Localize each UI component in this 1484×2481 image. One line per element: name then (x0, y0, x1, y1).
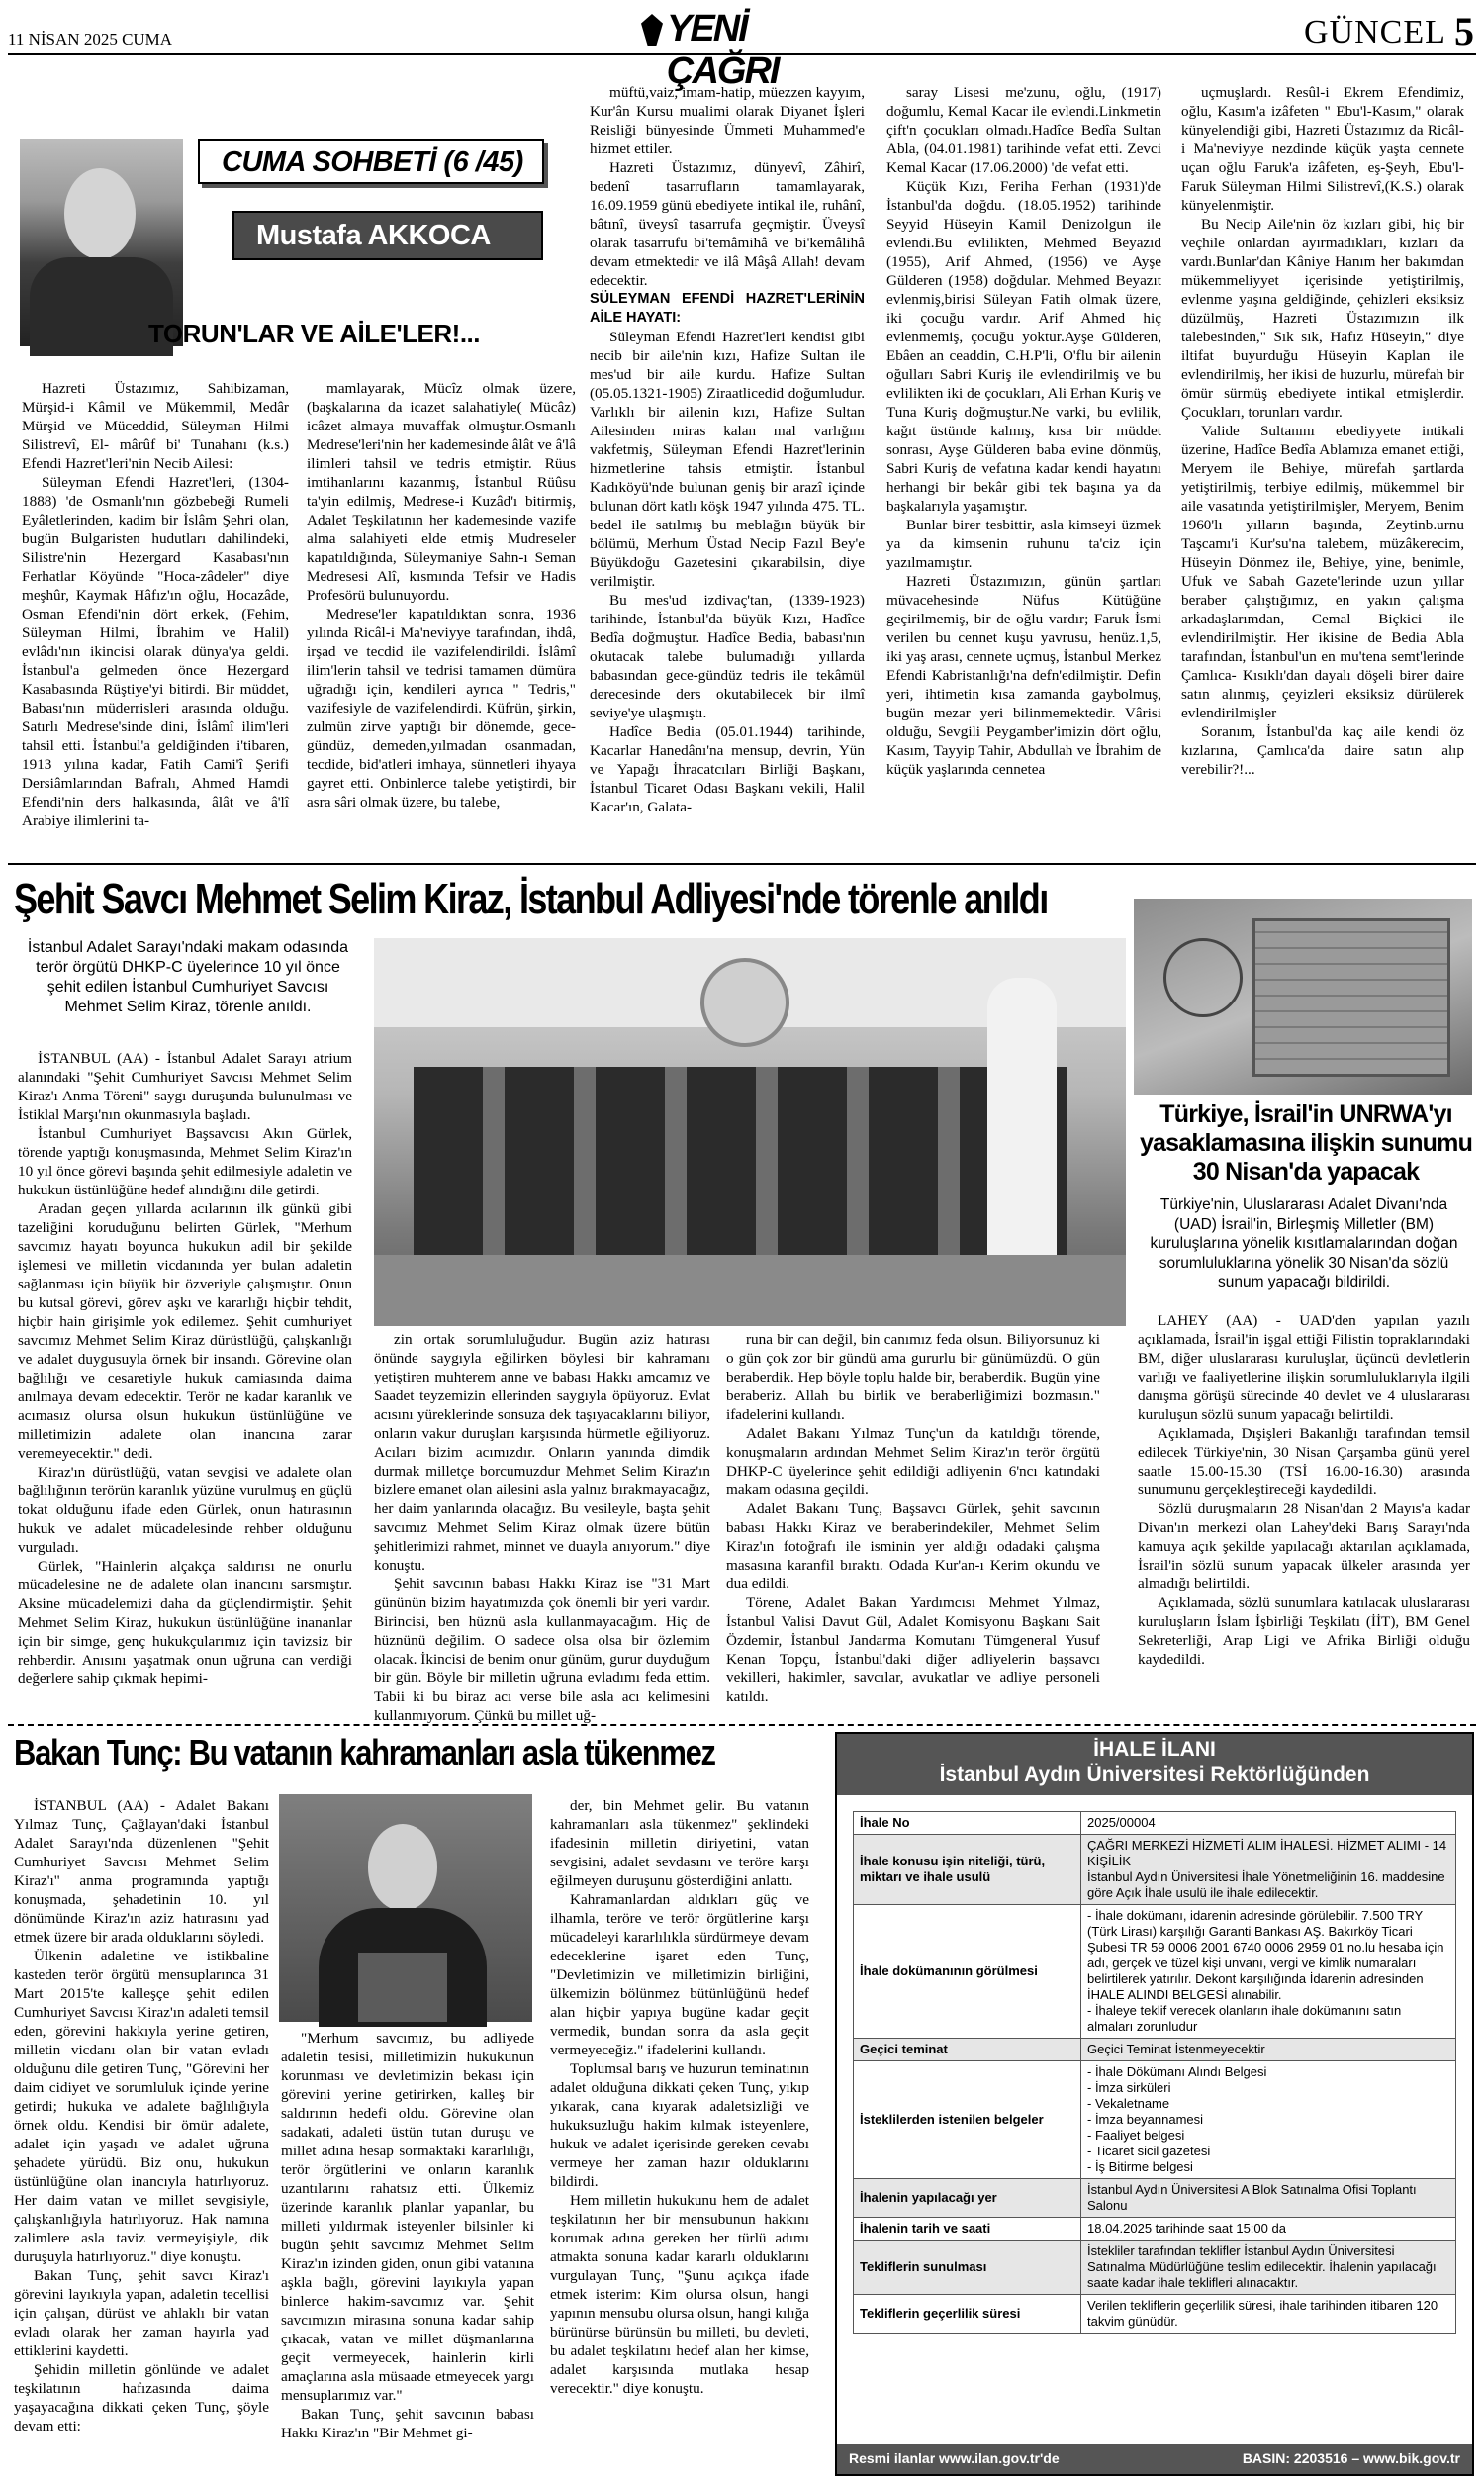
seal-icon (700, 958, 789, 1047)
tender-row-label: Geçici teminat (854, 2039, 1081, 2061)
divider (8, 863, 1476, 865)
tender-table (853, 1811, 1456, 2334)
tender-header (837, 1734, 1472, 1795)
tender-row-label: Tekliflerin geçerlilik süresi (854, 2295, 1081, 2334)
tender-value-line: İstekliler tarafından teklifler İstanbul Aydın Üniversitesi Satınalma Müdürlüğüne teslim edilecektir. İhalenin yapılacağı saate kadar ihale teklifleri alınacaktır. (1087, 2243, 1437, 2290)
tunc-headline: Bakan Tunç: Bu vatanın kahramanları asla tükenmez (14, 1732, 715, 1772)
tender-row (854, 1905, 1456, 2039)
tender-row-value (1081, 2061, 1456, 2179)
section-name: GÜNCEL (1304, 14, 1446, 50)
tunc-text-1: İSTANBUL (AA) - Adalet Bakanı Yılmaz Tunç, Çağlayan'daki İstanbul Adalet Sarayı'nda düzenlenen "Şehit Cumhuriyet Savcısı Mehmet Selim Kiraz'ı" anma programında yaptığı konuşmada, şehadetinin 10. yıl dönümünde Kiraz'ın aziz hatırasını yad etmek üzere bir arada olduklarını söyledi. Ülkenin adaletine ve istikbaline kasteden terör örgütü mensuplarınca 31 Mart 2015'te kalleşçe şehit edilen Cumhuriyet Savcısı Kiraz'ın adaleti temsil eden, görevini hakkıyla yerine getiren, milletin vicdanı olan bir vatan evladı olduğunu dile getiren Tunç, "Görevini her daim cidiyet ve sorumluluk içinde yerine getirdi; hukuka ve adalete bağlılığıyla örnek oldu. Kendisi bir ömür adalete, adalet için yaşadı ve adalet uğruna şehadete yürüdü. Biz onu, hukukun üstünlüğüne olan inancıyla hatırlıyoruz. Her daim vatan ve millet sevgisiyle, çalışkanlığıyla hatırlıyoruz. Hak namına zalimlere asla taviz vermeyişiyle, dik duruşuyla hatırlıyoruz." diye konuştu. Bakan Tunç, şehit savcı Kiraz'ı görevini layıkıyla yapan, adaletin tecellisi için çalışan, dürüst ve ahlaklı bir vatan evladı olarak her zaman hayırla yad ettiklerini kaydetti. Şehidin milletin gönlünde ve adalet teşkilatının hafızasında daima yaşayacağına dikkati çeken Tunç, şöyle devam etti: (14, 1797, 269, 2434)
column-title: TORUN'LAR VE AİLE'LER!... (148, 319, 480, 348)
tender-value-line: 2025/00004 (1087, 1815, 1156, 1830)
column-text-5: uçmuşlardı. Resûl-i Ekrem Efendimiz, oğlu, Kasım'a izâfeten " Ebu'l-Kasım," olarak künyelendiği gibi, Hazreti Üstazımız da Ricâl-i Ma'neviyye nezdinde küçük yaşta cennete uçan oğlu Faruk'a izâfeten, eş-Şeyh, Ebu'l-Faruk Süleyman Hilmi Silistrevî,(K.S.) olarak künyelenmiştir. Bu Necip Aile'nin öz kızları gibi, hiç bir veçhile onlardan ayırmadıkları, kızları da vardı.Bunlar'dan Kâniye Hanım her bakımdan mükemmeliyyet içerisinde yetiştirilmiş, evlenme yaşına geldiğinde, çehizleri eksiksiz düzülmüş, Hazreti Üstazımızın ilk talebesinden," Sık sık, Hafız Hüseyin," diye iltifat buyurduğu Hüseyin Kaplan ile evlendirilmiş, her ikisi de huzurlu, mürefah bir ömür sürmüş ebediyete intikal etmişlerdir. Çocukları, torunları vardır. Valide Sultanını ebediyyete intikali üzerine, Hadîce Bedîa Ablamıza emanet ettiği, Meryem ile Behiye, mürefah şartlarda yetiştirilmiş, terbiye edilmiş, mükemmel bir aile vasatında yetiştirilmişler, Meryem, Benim 1960'lı yılların başında, Zeytinb.urnu Taşcamı'i Kur'su'na talebem, müzâkerecim, Hüseyin Dönmez ile, Behiye, yine, benimle, Ufuk ve Sabah Gazete'lerinde uzun yıllar beraber çalıştığımız, en yakın çalışma arkadaşlarımdan, Cemal Biçkici ile evlendirilmiştir. Her ikisine de Bedia Abla tarafından, İstanbul'un en mu'tena semt'lerinde Çamlıca- Kısıklı'dan dayalı döşeli birer daire satın alınmış, çeyizleri eksiksiz dürülerek evlendirilmişler Soranım, İstanbul'da kaç aile kendi öz kızlarına, Çamlıca'da daire satın alıp verebilir?!... (1181, 84, 1464, 778)
tender-value-line: 18.04.2025 tarihinde saat 15:00 da (1087, 2221, 1286, 2236)
logo-mark-icon (641, 14, 663, 46)
tunc-text-2: "Merhum savcımız, bu adliyede adaletin tesisi, milletimizin hukukunun korunması ve devletimizin bekası için görevini yerine getirirken, kalleş bir saldırının hedefi oldu. Görevine olan sadakati, adaleti üstün tutan duruşu ve millet adına hesap sormaktaki kararlılığı, terör örgütlerini ve onların karanlık uzantılarını rahatsız etti. Ülkemiz üzerinde karanlık planlar yapanlar, bu milleti yıldırmak isteyenler bilsinler ki bugün şehit savcımız Mehmet Selim Kiraz'ın izinden giden, onun gibi vatanına aşkla bağlı, görevini layıkıyla yapan binlerce hakim-savcımız var. Şehit savcımızın mirasına sonuna kadar sahip çıkacak, vatan ve millet düşmanlarına geçit vermeyecek, hainlerin kirli amaçlarına asla müsaade etmeyecek yargı mensuplarımız var." Bakan Tunç, şehit savcının babası Hakkı Kiraz'ın "Bir Mehmet gi- (281, 2030, 534, 2441)
header-date: 11 NİSAN 2025 CUMA (8, 30, 173, 48)
unrwa-lead: Türkiye'nin, Uluslararası Adalet Divanı'nda (UAD) İsrail'in, Birleşmiş Milletler (BM) kuruluşlarına yönelik kısıtlamalarından doğan sorumluluklarına yönelik 30 Nisan'da sözlü sunum yapacağı bildirildi. (1150, 1196, 1458, 1290)
tender-row (854, 1812, 1456, 1835)
tender-row (854, 2218, 1456, 2241)
page-header (8, 8, 1476, 92)
tender-table-wrap (853, 1811, 1456, 2334)
author-photo (20, 139, 183, 346)
minister-photo (279, 1794, 532, 2022)
page-number: 5 (1454, 9, 1474, 53)
author-face-icon (64, 168, 136, 259)
author-box (232, 211, 543, 260)
tender-issuer: İstanbul Aydın Üniversitesi Rektörlüğünden (939, 1764, 1370, 1786)
tender-row (854, 2295, 1456, 2334)
tender-footer-left: Resmi ilanlar www.ilan.gov.tr'de (849, 2450, 1060, 2466)
kiraz-lead: İstanbul Adalet Sarayı'ndaki makam odasında terör örgütü DHKP-C üyelerince 10 yıl önce şehit edilen İstanbul Cumhuriyet Savcısı Mehmet Selim Kiraz, törenle anıldı. (27, 939, 349, 1015)
tender-value-line: - İş Bitirme belgesi (1087, 2159, 1193, 2174)
tender-row-label: İhale konusu işin niteliği, türü, miktarı ve ihale usulü (854, 1835, 1081, 1905)
tender-row-value (1081, 2241, 1456, 2295)
tender-row-value (1081, 1905, 1456, 2039)
unrwa-text: LAHEY (AA) - UAD'den yapılan yazılı açıklamada, İsrail'in işgal ettiği Filistin topraklarındaki BM, diğer uluslararası kuruluşlar, üçüncü devletlerin varlığı ve faaliyetlerine ilişkin sorumluluklarıyla ilgili danışma görüşü sürecinde 40 devlet ve 4 uluslararası kuruluşun sözlü sunum yapacağı belirtildi. Açıklamada, Dışişleri Bakanlığı tarafından temsil edilecek Türkiye'nin, 30 Nisan Çarşamba günü yerel saatle 15.00-15.30 (TSİ 16.00-16.30) arasında sunumunu gerçekleştireceği kaydedildi. Sözlü duruşmaların 28 Nisan'dan 2 Mayıs'a kadar Divan'ın merkezi olan Lahey'deki Barış Sarayı'nda kamuya açık şekilde yapılacağı aktarılan açıklamada, İsrail'in sözlü sunum yapacak ülkeler arasında yer almadığı belirtildi. Açıklamada, sözlü sunumlara katılacak uluslararası kuruluşların İslam İşbirliği Teşkilatı (İİT), BM Genel Sekreterliği, Arap Ligi ve Afrika Birliği olduğu kaydedildi. (1138, 1312, 1470, 1668)
divider-dashed (8, 1724, 1476, 1726)
court-emblem-icon (1163, 938, 1243, 1017)
tender-row-label: İhale dokümanının görülmesi (854, 1905, 1081, 2039)
tender-value-line: - Faaliyet belgesi (1087, 2128, 1185, 2143)
tender-footer (837, 2444, 1472, 2474)
author-name: Mustafa AKKOCA (256, 220, 491, 251)
tender-row-value (1081, 2179, 1456, 2218)
tender-value-line: İstanbul Aydın Üniversitesi A Blok Satınalma Ofisi Toplantı Salonu (1087, 2182, 1417, 2213)
tender-value-line: - İmza beyannamesi (1087, 2112, 1204, 2127)
newspaper-logo (641, 8, 859, 92)
tender-row-value (1081, 2295, 1456, 2334)
tunc-text-3: der, bin Mehmet gelir. Bu vatanın kahramanları asla tükenmez" şeklindeki ifadesinin milletin diriyetini, vatan sevgisini, adalet sevdasını ve teröre karşı eğilmeyen duruşunu gösterdiğini anlattı. Kahramanlardan aldıkları güç ve ilhamla, teröre ve terör örgütlerine karşı mücadeleyi kararlılıkla sürdürmeye devam edeceklerine işaret eden Tunç, "Devletimizin ve milletimizin birliğini, ülkemizin bölünmez bütünlüğünü hedef alan hiçbir yapıya bugüne kadar geçit vermedik, bundan sonra da asla geçit vermeyeceğiz." ifadelerini kullandı. Toplumsal barış ve huzurun teminatının adalet olduğuna dikkati çeken Tunç, yıkıp yıkarak, cana kıyarak adaletsizliği ve hukuksuzluğu hakim kılmak isteyenlere, hukuk ve adalet içerisinde gereken cevabı vermeye her zaman hazır olduklarını bildirdi. Hem milletin hukukunu hem de adalet teşkilatının her bir mensubunun hakkını korumak adına gereken her türlü adımı atmakta sonuna kadar kararlı olduklarını vurgulayan Tunç, "Şunu açıkça ifade etmek isterim: Kim olursa olsun, hangi yapının mensubu olursa olsun, hangi kılığa bürünürse bürünsün bu milleti, bu devleti, bu adalet teşkilatını hedef alan her kimse, adalet karşısında mutlaka hesap verecektir." diye konuştu. (550, 1797, 809, 2397)
column-text-4: saray Lisesi me'zunu, oğlu, (1917) doğumlu, Kemal Kacar ile evlendi.Linkmetin çift'n çocukları olmadı.Hadîce Bedîa Sultan Abla, (04.01.1981) tarihinde vefat etti. Zevci Kemal Kacar (17.06.2000) 'de vefat etti. Küçük Kızı, Feriha Ferhan (1931)'de İstanbul'da doğdu. (18.05.1952) tarihinde Seyyid Hüseyin Kamil Denizolgun ile evlendi.Bu evlilikten, Mehmed Beyazıd (1955), Arif Ahmed, (1956) ve Ayşe Gülderen (1958) doğdular. Mehmed Beyazıt evlenmiş,birisi Süleyan Fatih olmak üzere, iki çocuğu vardır. Arif Ahmed hiç evlenmemiş, çocuğu yoktur.Ayşe Gülderen, Ebâen an ceaddin, C.H.P'li, O'flu bir ailenin oğulları Sabri Kuriş ile evlendirilmiş ve bu evlilikten iki de çocukları, Ali Erhan Kuriş ve Tuna Kuriş doğmuştur.Ne varki, bu evlilik, kağıt üstünde kalmış, kısa bir müddet sonrası, Ayşe Gülderen baba evine dönmüş, Sabri Kuriş de vefatına kadar kendi hayatını herhangi bir bekâr gibi tek başına ya da başkalarıyla yaşamıştır. Bunlar birer tesbittir, asla kimseyi üzmek ya da kimsenin ruhunu ta'ciz için yazılmamıştır. Hazreti Üstazımızın, günün şartları müvacehesinde Nüfus Kütüğüne geçirilmemiş, bir de oğlu vardır; Faruk İsmi verilen bu cennet kuşu yavrusu, henüz.1,5, iki yaş arası, cennete uçmuş, İstanbul Merkez Efendi Kabristanlığı'na defn'edilmiştir. Defin yeri, ihtimetin kısa zamanda gaybolmuş, bugün mezar yeri bilinmemektedir. Vârisi olduğu, Sevgili Peygamber'imizin dört oğlu, Kasım, Tayyip Tahir, Abdullah ve İbrahim de küçük yaşlarında cennetea (886, 84, 1161, 778)
tender-row (854, 2241, 1456, 2295)
tender-value-line: - Vekaletname (1087, 2096, 1170, 2111)
column-text-3: müftü,vaiz, imam-hatip, müezzen kayyım, Kur'ân Kursu mualimi olarak Diyanet İşleri Reisliği bünyesinde Ümmeti Muhammed'e hizmet ettiler. Hazreti Üstazımız, dünyevî, Zâhirî, bedenî tasarrufların tamamlayarak, 16.09.1959 günü ebediyete intikal ile, ruhânî, bâtınî, üveysî tasarrufa geçmiştir. Üveysî olarak tasarrufu bi'temâmihâ ve bi'kemâlihâ devam etmektedir ve ilâ Mâşâ Allah! devam edecektir. SÜLEYMAN EFENDİ HAZRET'LERİNİN AİLE HAYATI: Süleyman Efendi Hazret'leri kendisi gibi necib bir aile'nin kızı, Hafize Sultan ile mes'ud bir aile kurdu. Hafize Sultan (05.05.1321-1905) Ziraatlicedid doğumludur. Varlıklı bir ailenin kızı, Hafize Sultan Ailesinden miras kalan mal varlığını vakfetmiş, Süleyman Efendi Hazret'lerinin hizmetlerine tahsis etmiştir. İstanbul Kadıköyü'nde bulunan geniş bir arazî içinde bulunan dört katlı köşk 1947 yılında 475. TL. bedel ile satılmış bu meblağın büyük bir bölümü, Merhum Üstad Necip Fazıl Bey'e Büyükdoğu Gazetesini çıkarabilsin, diye verilmiştir. Bu mes'ud izdivaç'tan, (1339-1923) tarihinde, İstanbul'da büyük Kızı, Hadîce Bedîa doğmuştur. Hadîce Bedia, babası'nın okutacak talebe bulumadığı yıllarda babasından gece-gündüz tedris ile tekâmül derecesinde ders okutabilecek bir ilmî seviye'ye ulaşmıştı. Hadîce Bedia (05.01.1944) tarihinde, Kacarlar Hanedânı'na mensup, devrin, Yün ve Yapağı İhracatcıları Birliği Başkanı, İstanbul Ticaret Odası Başkanı vekili, Halil Kacar'ın, Galata- (590, 84, 865, 815)
column-text-2: mamlayarak, Mücîz olmak üzere, (başkalarına da icazet salahatiyle( Mücâz) icâzet almaya muvaffak olmuştur.Osmanlı Medrese'leri'nin her kademesinde âlât ve â'lâ ilimleri tahsil ve tedris etmiştir. Rüus imtihanlarını kazanmış, İstanbul Rüûsu ta'yin edilmiş, Medrese-i Kuzâd'ı bitirmiş, Adalet Teşkilatının her kademesinde vazife alma salahiyeti elde etmiş Mudreseler kapatıldığında, Süleymaniye Sahn-ı Seman Medresesi Alî, kısmında Tefsir ve Hadis Profesörü bulunuyordu. Medrese'ler kapatıldıktan sonra, 1936 yılında Ricâl-i Ma'neviyye tarafından, ihdâ, irşad ve tecdid ile vazifelendirildi. İslâmî ilim'lerin tahsil ve tedrisi tamamen dümüra uğradığı için, kendileri ayrıca " Tedris," vazifesiyle de vazifelendirdi. Küfrün, şirkin, zulmün zirve yaptığı bir dönemde, gece-gündüz, demeden,yılmadan osanmadan, tecdide, bid'atleri imhaya, sünnetleri ihyaya gayret etti. Onbinlerce talebe yetiştirdi, bir asra sâri olmak üzere, bu talebe, (307, 380, 576, 811)
unrwa-headline: Türkiye, İsrail'in UNRWA'yı yasaklamasına ilişkin sunumu 30 Nisan'da yapacak (1139, 1100, 1473, 1186)
tender-row-value (1081, 1812, 1456, 1835)
tender-value-line: Geçici Teminat İstenmeyecektir (1087, 2042, 1265, 2056)
logo-text: YENİ ÇAĞRI (667, 8, 779, 92)
tender-value-line: - İhaleye teklif verecek olanların ihale dokümanını satın almaları zorunludur (1087, 2003, 1402, 2034)
ceremony-photo (374, 938, 1126, 1326)
tender-row-value (1081, 1835, 1456, 1905)
tender-value-line: ÇAĞRI MERKEZİ HİZMETİ ALIM İHALESİ. HİZMET ALIMI - 14 KİŞİLİK (1087, 1838, 1447, 1868)
tender-row-label: İsteklilerden istenilen belgeler (854, 2061, 1081, 2179)
tender-row-value (1081, 2039, 1456, 2061)
tender-value-line: İstanbul Aydın Üniversitesi İhale Yönetmeliğinin 16. maddesine göre Açık İhale usulü ile ihale edilecektir. (1087, 1869, 1445, 1900)
tender-row-label: İhale No (854, 1812, 1081, 1835)
kiraz-text-3: runa bir can değil, bin canımız feda olsun. Biliyorsunuz ki o gün çok zor bir gündü ama gururlu bir günümüzdü. O gün beraberdik. Hep böyle toplu halde bir, beraberdik. Bugün yine beraberiz. Allah bu birlik ve beraberliğimizi bozmasın." ifadelerini kullandı. Adalet Bakanı Yılmaz Tunç'un da katıldığı törende, konuşmaların ardından Mehmet Selim Kiraz'ın terör örgütü DHKP-C üyelerince şehit edildiği adliyenin 6'ncı katındaki makam odasına geçildi. Adalet Bakanı Tunç, Başsavcı Gürlek, şehit savcının babası Hakkı Kiraz ve beraberindekiler, Mehmet Selim Kiraz'ın fotoğrafı ile isminin yer aldığı odadaki çalışma masasına karanfil bıraktı. Odada Kur'an-ı Kerim okundu ve dua edildi. Törene, Adalet Bakan Yardımcısı Mehmet Yılmaz, İstanbul Valisi Davut Gül, Adalet Komisyonu Başkanı Sait Özdemir, İstanbul Jandarma Komutanı Tümgeneral Yusuf Kenan Topçu, İstanbul'daki diğer adliyelerin başsavcı vekilleri, hakimler, savcılar, avukatlar ve adliye personeli katıldı. (726, 1331, 1100, 1705)
tender-value-line: - İhale Dökümanı Alındı Belgesi (1087, 2064, 1267, 2079)
kiraz-headline: Şehit Savcı Mehmet Selim Kiraz, İstanbul Adliyesi'nde törenle anıldı (14, 875, 1048, 923)
column-text-1: Hazreti Üstazımız, Sahibizaman, Mürşid-i Kâmil ve Mükemmil, Medâr Mürşid ve Müceddid, Süleyman Hilmi Silistrevî, El- mârûf bi' Tunahanı (k.s.) Efendi Hazret'leri'nin Necib Ailesi: Süleyman Efendi Hazret'leri, (1304-1888) 'de Osmanlı'nın gözbebeği Rumeli Eyâletlerinden, kadim bir İslâm Şehri olan, bugün Bulgaristen hudutları dahilindeki, Silistre'nin Hezergard Kasabası'nın Ferhatlar Köyünde "Hoca-zâdeler" diye meşhûr, Kaymak Hâfız'ın oğlu, Hocazâde, Osman Efendi'nin dört erkek, (Fehim, Süleyman Hilmi, İbrahim ve Halil) evlâdı'nın ikincisi olarak dünya'ya geldi. İstanbul'a gelmeden önce Hezergard Kasabasında Rüştiye'yi bitirdi. Bir müddet, Babası'nın müderrisleri arasında olduğu. Satırlı Medrese'sinde dini, İslâmî ilim'leri tahsil etti. İstanbul'a geldiğinden i'tibaren, 1913 yılına kadar, Fatih Cami'î Şerifi Dersiâmlarından Bafralı, Ahmed Hamdi Efendi'nin ders halkasında, âlât ve â'lî Arabiye ilimlerini ta- (22, 380, 289, 829)
column-tag (198, 139, 544, 184)
tender-row-label: Tekliflerin sunulması (854, 2241, 1081, 2295)
tender-row (854, 2039, 1456, 2061)
tender-row-label: İhalenin tarih ve saati (854, 2218, 1081, 2241)
tender-notice (835, 1732, 1474, 2476)
tender-footer-right: BASIN: 2203516 – www.bik.gov.tr (1242, 2450, 1460, 2466)
court-photo (1134, 899, 1472, 1095)
tender-row (854, 1835, 1456, 1905)
kiraz-text-2: zin ortak sorumluluğudur. Bugün aziz hatırası önünde saygıyla eğilirken böylesi bir kahramanı yetiştiren muhterem anne ve babası Hakkı amcamız ve Saadet teyzemizin ellerinden saygıyla öpüyoruz. Evlat acısını yüreklerinde sonsuza dek taşıyacaklarını biliyor, onların vakur duruşları karşısında hürmetle eğiliyoruz. Acıları bizim acımızdır. Onların yanında dimdik durmak milletçe borcumuzdur Mehmet Selim Kiraz'ın bizlere emanet olan ailesini asla yalnız bırakmayacağız, her daim yanlarında olacağız. Bu vesileyle, başta şehit savcımız Mehmet Selim Kiraz olmak üzere bütün şehitlerimizi rahmet, minnet ve duayla anıyorum." diye konuştu. Şehit savcının babası Hakkı Kiraz ise "31 Mart gününün bizim hayatımızda çok önemli bir yeri vardır. Birincisi, ben hüznü asla kullanmayacağım. Hiç de hüznünü değilim. O sadece olsa olsa bir özlemim olacak. İkincisi de benim onur günüm, gurur duyduğum bir gün. Böyle bir milletin uğruna evladımı feda ettim. Tabii ki bu biraz acı verse bile asla acı kelimesini kullanmıyorum. Çünkü bu millet uğ- (374, 1331, 710, 1724)
tender-title: İHALE İLANI (1093, 1738, 1216, 1761)
kiraz-text-1: İSTANBUL (AA) - İstanbul Adalet Sarayı atrium alanındaki "Şehit Cumhuriyet Savcısı Mehmet Selim Kiraz'ı Anma Töreni" saygı duruşunda bulunulması ve İstiklal Marşı'nın okunmasıyla başladı. İstanbul Cumhuriyet Başsavcısı Akın Gürlek, törende yaptığı konuşmasında, Mehmet Selim Kiraz'ın 10 yıl önce görevi başında şehit edilmesiyle adaletin ve hukukun üstünlüğüne hedef alındığını dile getirdi. Aradan geçen yıllarda acılarının ilk günkü gibi tazeliğini koruduğunu belirten Gürlek, "Merhum savcımız hayatı boyunca hukukun adil bir şekilde işlemesi ve milletin vicdanında yer bulan adaletin sağlanması için büyük bir özveriyle çalışmıştır. Onun bu kutsal görevi, görev aşkı ve kararlığı hiçbir tehdit, hiçbir hain girişimle yok edilemez. Şehit cumhuriyet savcımız Mehmet Selim Kiraz dürüstlüğü, çalışkanlığı ve adalet duygusuyla örnek bir insandı. Görevine olan bağlılığı ve cesaretiyle hukuk camiasında daima anılmaya devam edecektir. Terör ne kadar karanlık ve acımasız olursa olsun hukukun üstünlüğüne ve milletimizin adalete olan inancına zarar veremeyecektir." dedi. Kiraz'ın dürüstlüğü, vatan sevgisi ve adalete olan bağlılığının terörün karanlık yüzüne vurulmuş en güçlü tokat olduğunu ifade eden Gürlek, onun hatırasının hukuk ve adalet mücadelesinde rehber olduğunu vurguladı. Gürlek, "Hainlerin alçakça saldırısı ne onurlu mücadelesine ne de adalete olan inancını sarsmıştır. Aksine mücadelemizi daha da güçlendirmiştir. Şehit Mehmet Selim Kiraz, hukukun üstünlüğüne inananlar için bir simge, genç hukukçularımız için tavizsiz bir rehberdir. Anısını yaşatmak onun uğruna can verdiği değerlere sahip çıkmak hepimi- (18, 1050, 352, 1687)
tender-row-label: İhalenin yapılacağı yer (854, 2179, 1081, 2218)
tender-value-line: - İmza sirküleri (1087, 2080, 1171, 2095)
tender-row-value (1081, 2218, 1456, 2241)
tender-row (854, 2179, 1456, 2218)
tender-row (854, 2061, 1456, 2179)
column-tag-label: CUMA SOHBETİ (6 /45) (222, 146, 523, 178)
tender-value-line: - İhale dokümanı, idarenin adresinde görülebilir. 7.500 TRY (Türk Lirası) karşılığı Garanti Bankası AŞ. Bakırköy Ticari Şubesi TR 59 0006 2001 6740 0006 2959 01 no.lu hesaba için adı, gerçek ve tüzel kişi unvanı, vergi ve kimlik numaraları belirtilerek yatırılır. Dekont karşılığında İdarenin adresinden İHALE ALINDI BELGESİ alınabilir. (1087, 1908, 1444, 2002)
tender-value-line: - Ticaret sicil gazetesi (1087, 2144, 1211, 2158)
tender-value-line: Verilen tekliflerin geçerlilik süresi, ihale tarihinden itibaren 120 takvim günüdür. (1087, 2298, 1438, 2329)
